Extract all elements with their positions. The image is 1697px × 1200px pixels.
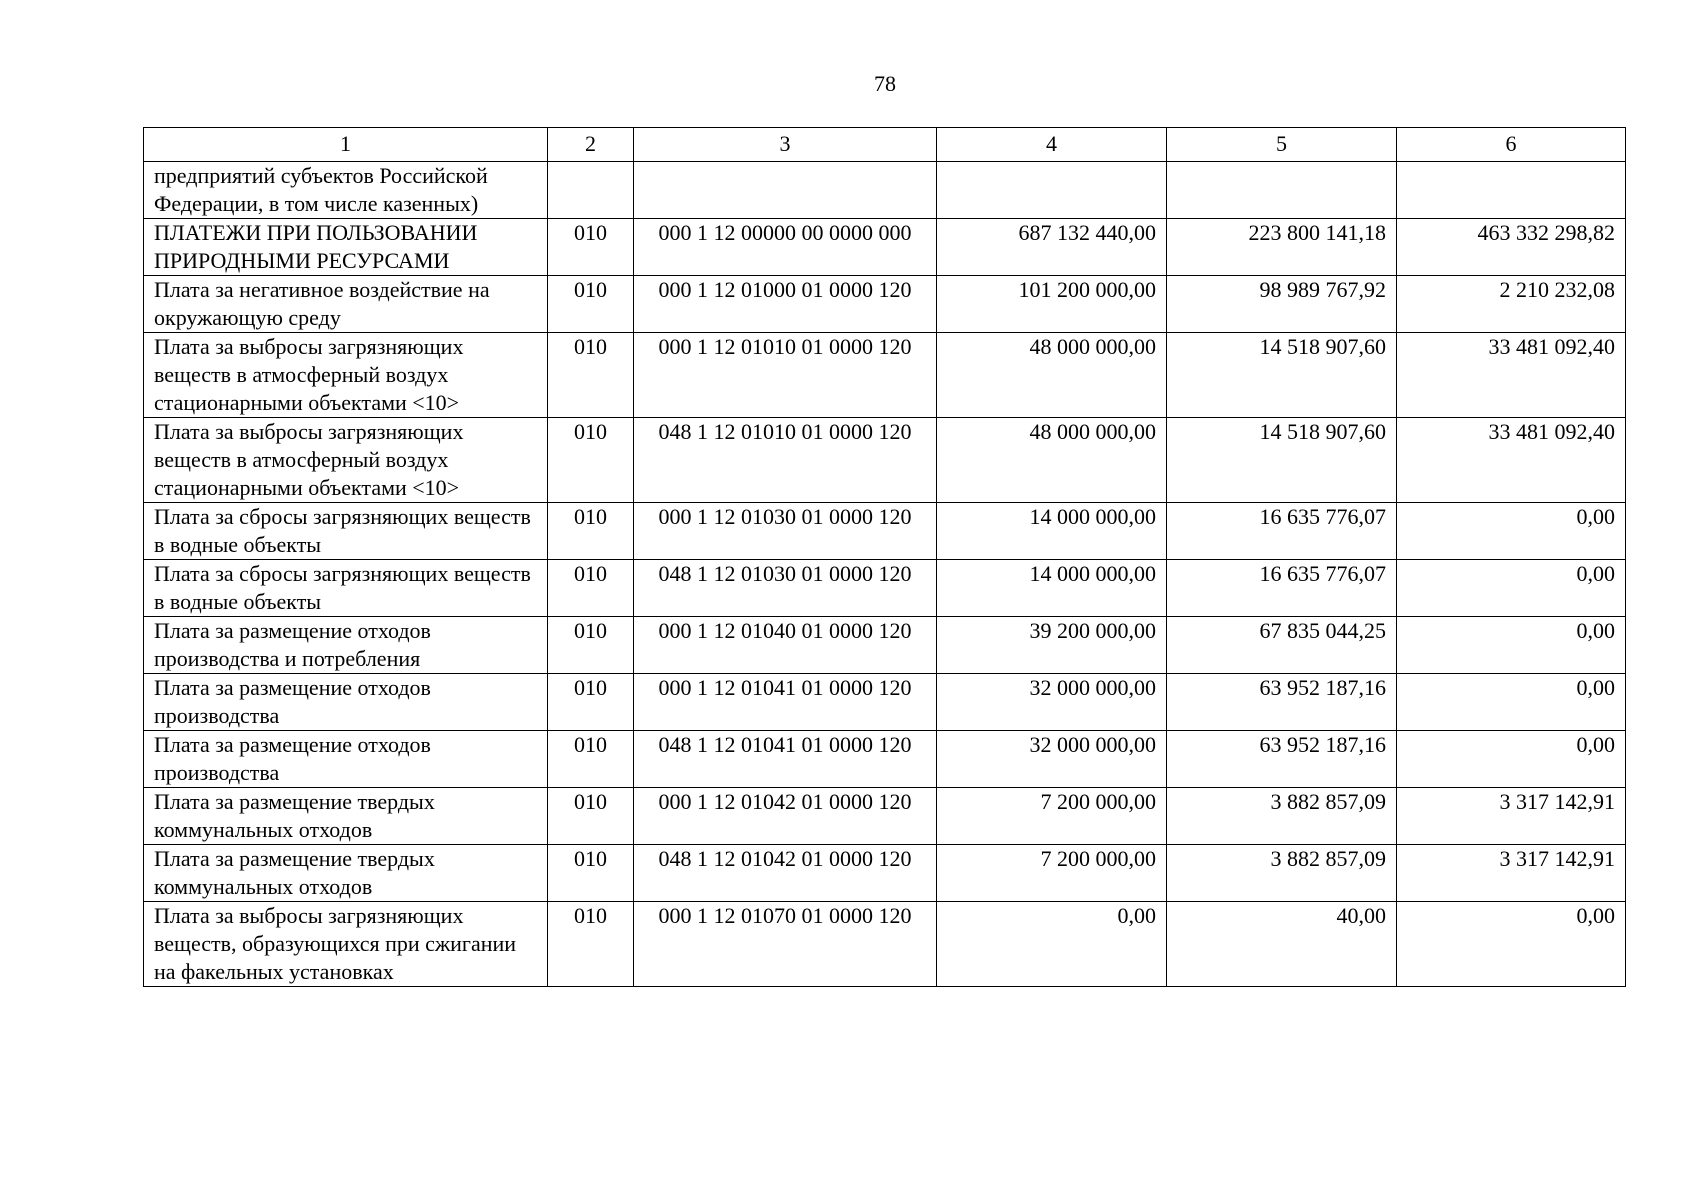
- row-value-col4: 14 000 000,00: [937, 503, 1167, 560]
- row-value-col4: 48 000 000,00: [937, 333, 1167, 418]
- table-row: [144, 617, 1626, 674]
- header-cell-4: 4: [937, 128, 1167, 162]
- row-line-code: 010: [548, 560, 634, 617]
- row-value-col6: 0,00: [1397, 503, 1626, 560]
- table-row: [144, 503, 1626, 560]
- row-value-col6: 33 481 092,40: [1397, 333, 1626, 418]
- row-value-col4: 14 000 000,00: [937, 560, 1167, 617]
- row-name: ПЛАТЕЖИ ПРИ ПОЛЬЗОВАНИИ ПРИРОДНЫМИ РЕСУРСАМИ: [144, 219, 548, 276]
- row-name: Плата за выбросы загрязняющих веществ в атмосферный воздух стационарными объектами <10>: [144, 333, 548, 418]
- row-budget-code: 048 1 12 01042 01 0000 120: [634, 845, 937, 902]
- row-budget-code: 000 1 12 01070 01 0000 120: [634, 902, 937, 987]
- table-row: [144, 788, 1626, 845]
- row-value-col6: [1397, 162, 1626, 219]
- row-value-col4: 32 000 000,00: [937, 674, 1167, 731]
- row-budget-code: 048 1 12 01010 01 0000 120: [634, 418, 937, 503]
- row-value-col5: 14 518 907,60: [1167, 418, 1397, 503]
- row-line-code: 010: [548, 333, 634, 418]
- row-value-col4: 687 132 440,00: [937, 219, 1167, 276]
- row-line-code: 010: [548, 902, 634, 987]
- row-line-code: 010: [548, 788, 634, 845]
- row-budget-code: 000 1 12 01041 01 0000 120: [634, 674, 937, 731]
- table-row: [144, 674, 1626, 731]
- row-budget-code: 000 1 12 01010 01 0000 120: [634, 333, 937, 418]
- table-row: [144, 162, 1626, 219]
- table-row: [144, 560, 1626, 617]
- header-cell-3: 3: [634, 128, 937, 162]
- page-number: 78: [874, 71, 896, 96]
- header-cell-1: 1: [144, 128, 548, 162]
- row-name: Плата за сбросы загрязняющих веществ в водные объекты: [144, 560, 548, 617]
- row-name: предприятий субъектов Российской Федерации, в том числе казенных): [144, 162, 548, 219]
- row-value-col5: 16 635 776,07: [1167, 560, 1397, 617]
- row-line-code: 010: [548, 674, 634, 731]
- row-value-col6: 2 210 232,08: [1397, 276, 1626, 333]
- row-name: Плата за выбросы загрязняющих веществ в атмосферный воздух стационарными объектами <10>: [144, 418, 548, 503]
- row-line-code: 010: [548, 845, 634, 902]
- row-budget-code: [634, 162, 937, 219]
- row-line-code: 010: [548, 276, 634, 333]
- row-name: Плата за размещение отходов производства: [144, 674, 548, 731]
- row-value-col5: [1167, 162, 1397, 219]
- row-line-code: [548, 162, 634, 219]
- row-value-col6: 0,00: [1397, 902, 1626, 987]
- table-row: [144, 333, 1626, 418]
- row-line-code: 010: [548, 418, 634, 503]
- row-value-col6: 3 317 142,91: [1397, 788, 1626, 845]
- row-value-col4: 39 200 000,00: [937, 617, 1167, 674]
- row-budget-code: 000 1 12 01042 01 0000 120: [634, 788, 937, 845]
- row-name: Плата за размещение отходов производства и потребления: [144, 617, 548, 674]
- row-line-code: 010: [548, 617, 634, 674]
- row-value-col5: 3 882 857,09: [1167, 845, 1397, 902]
- row-value-col6: 33 481 092,40: [1397, 418, 1626, 503]
- row-value-col5: 40,00: [1167, 902, 1397, 987]
- header-row: [144, 128, 1626, 162]
- row-value-col6: 0,00: [1397, 674, 1626, 731]
- row-value-col4: 7 200 000,00: [937, 845, 1167, 902]
- row-value-col6: 0,00: [1397, 617, 1626, 674]
- table-body: [144, 162, 1626, 987]
- header-cell-2: 2: [548, 128, 634, 162]
- table-row: [144, 845, 1626, 902]
- row-line-code: 010: [548, 503, 634, 560]
- row-budget-code: 000 1 12 01000 01 0000 120: [634, 276, 937, 333]
- row-value-col4: [937, 162, 1167, 219]
- row-value-col5: 67 835 044,25: [1167, 617, 1397, 674]
- row-line-code: 010: [548, 731, 634, 788]
- row-value-col6: 0,00: [1397, 731, 1626, 788]
- table-header: [144, 128, 1626, 162]
- row-name: Плата за сбросы загрязняющих веществ в водные объекты: [144, 503, 548, 560]
- row-value-col4: 7 200 000,00: [937, 788, 1167, 845]
- table-row: [144, 276, 1626, 333]
- row-name: Плата за размещение отходов производства: [144, 731, 548, 788]
- row-value-col6: 0,00: [1397, 560, 1626, 617]
- row-budget-code: 000 1 12 00000 00 0000 000: [634, 219, 937, 276]
- table-row: [144, 418, 1626, 503]
- row-value-col6: 3 317 142,91: [1397, 845, 1626, 902]
- row-value-col5: 14 518 907,60: [1167, 333, 1397, 418]
- header-cell-6: 6: [1397, 128, 1626, 162]
- row-budget-code: 048 1 12 01030 01 0000 120: [634, 560, 937, 617]
- row-value-col5: 3 882 857,09: [1167, 788, 1397, 845]
- row-value-col5: 63 952 187,16: [1167, 674, 1397, 731]
- table-row: [144, 731, 1626, 788]
- row-value-col4: 0,00: [937, 902, 1167, 987]
- row-budget-code: 000 1 12 01030 01 0000 120: [634, 503, 937, 560]
- row-value-col5: 223 800 141,18: [1167, 219, 1397, 276]
- row-name: Плата за размещение твердых коммунальных отходов: [144, 788, 548, 845]
- row-value-col4: 101 200 000,00: [937, 276, 1167, 333]
- row-value-col4: 48 000 000,00: [937, 418, 1167, 503]
- row-name: Плата за выбросы загрязняющих веществ, образующихся при сжигании на факельных установках: [144, 902, 548, 987]
- row-value-col4: 32 000 000,00: [937, 731, 1167, 788]
- row-value-col5: 63 952 187,16: [1167, 731, 1397, 788]
- table-row: [144, 219, 1626, 276]
- budget-table: [143, 127, 1626, 987]
- row-line-code: 010: [548, 219, 634, 276]
- row-value-col5: 16 635 776,07: [1167, 503, 1397, 560]
- row-value-col5: 98 989 767,92: [1167, 276, 1397, 333]
- header-cell-5: 5: [1167, 128, 1397, 162]
- row-name: Плата за размещение твердых коммунальных отходов: [144, 845, 548, 902]
- row-budget-code: 048 1 12 01041 01 0000 120: [634, 731, 937, 788]
- row-name: Плата за негативное воздействие на окружающую среду: [144, 276, 548, 333]
- table-row: [144, 902, 1626, 987]
- row-budget-code: 000 1 12 01040 01 0000 120: [634, 617, 937, 674]
- row-value-col6: 463 332 298,82: [1397, 219, 1626, 276]
